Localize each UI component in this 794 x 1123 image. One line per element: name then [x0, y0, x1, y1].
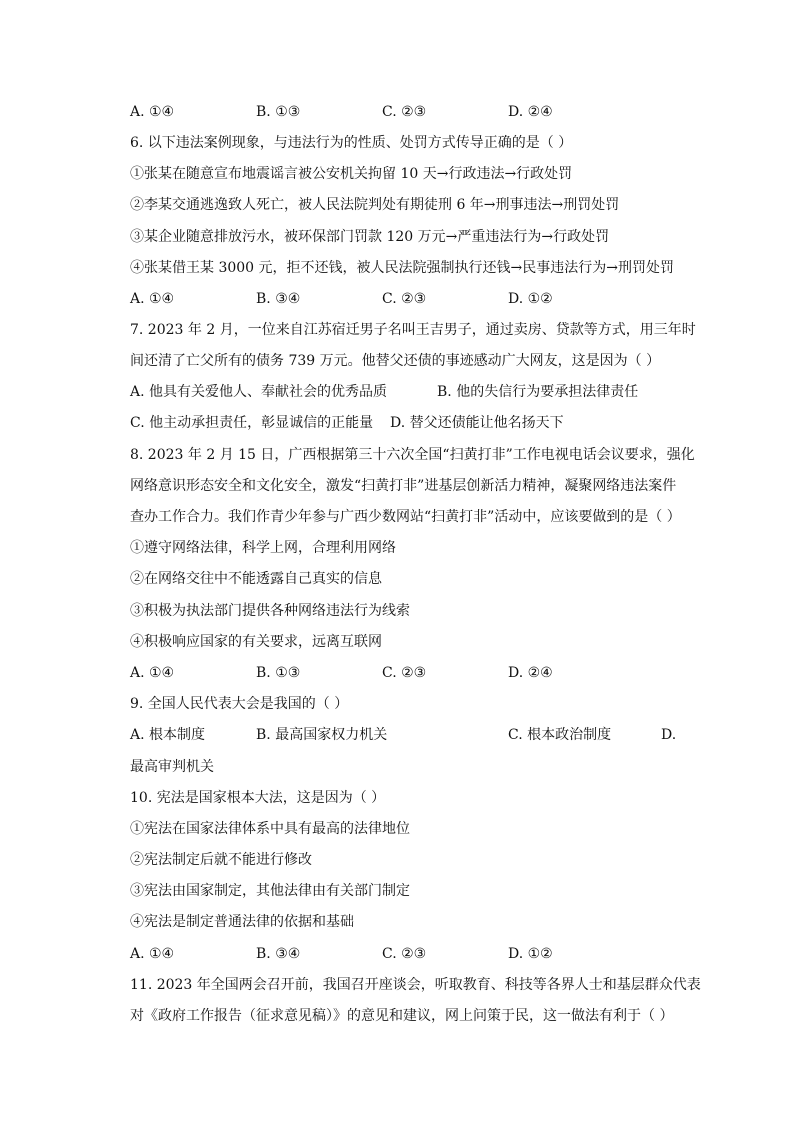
q8-item-3: ③积极为执法部门提供各种网络违法行为线索: [130, 603, 410, 619]
option-c: C. ②③: [382, 291, 427, 307]
q9-options: [130, 724, 690, 746]
option-b: B. ①③: [256, 104, 301, 120]
q8-item-1: ①遵守网络法律，科学上网，合理利用网络: [130, 540, 396, 556]
option-c: C. 他主动承担责任，彰显诚信的正能量: [130, 415, 374, 431]
option-a: A. ①④: [130, 104, 175, 120]
option-d: D. ①②: [508, 291, 553, 307]
q10-item-3: ③宪法由国家制定，其他法律由有关部门制定: [130, 883, 410, 899]
q10-stem: 10. 宪法是国家根本大法，这是因为（ ）: [130, 790, 386, 806]
q7-options-row-2: [130, 412, 690, 434]
q9-option-d-text: 最高审判机关: [130, 759, 214, 775]
option-a: A. ①④: [130, 946, 175, 962]
option-d: D. 替父还债能让他名扬天下: [390, 415, 564, 431]
q10-item-1: ①宪法在国家法律体系中具有最高的法律地位: [130, 821, 410, 837]
option-c: C. ②③: [382, 946, 427, 962]
option-c: C. 根本政治制度: [508, 727, 612, 743]
option-d: D. ②④: [508, 665, 553, 681]
option-d: D. ②④: [508, 104, 553, 120]
option-c: C. ②③: [382, 665, 427, 681]
option-a: A. ①④: [130, 665, 175, 681]
option-d: D. ①②: [508, 946, 553, 962]
option-b: B. 最高国家权力机关: [256, 727, 388, 743]
option-c: C. ②③: [382, 104, 427, 120]
q11-stem-2: 对《政府工作报告（征求意见稿）》的意见和建议，网上问策于民，这一做法有利于（ ）: [130, 1008, 674, 1024]
q7-options-row-1: [130, 381, 690, 403]
q10-options: [130, 943, 690, 965]
q8-stem-3: 查办工作合力。我们作青少年参与广西少数网站“扫黄打非”活动中，应该要做到的是（ ）: [130, 509, 681, 525]
q11-stem-1: 11. 2023 年全国两会召开前，我国召开座谈会，听取教育、科技等各界人士和基层群众代表: [130, 977, 701, 993]
q8-stem-2: 网络意识形态安全和文化安全，激发“扫黄打非”进基层创新活力精神，凝聚网络违法案件: [130, 478, 677, 494]
option-b: B. 他的失信行为要承担法律责任: [437, 384, 639, 400]
q6-item-1: ①张某在随意宣布地震谣言被公安机关拘留 10 天→行政违法→行政处罚: [130, 166, 573, 182]
option-d: D.: [661, 727, 677, 743]
q6-options: [130, 288, 690, 310]
option-b: B. ③④: [256, 946, 301, 962]
q9-stem: 9. 全国人民代表大会是我国的（ ）: [130, 696, 349, 712]
q5-options: [130, 101, 690, 123]
q7-stem-2: 间还清了亡父所有的债务 739 万元。他替父还债的事迹感动广大网友，这是因为（ ）: [130, 353, 661, 369]
option-a: A. 根本制度: [130, 727, 206, 743]
q6-item-4: ④张某借王某 3000 元，拒不还钱，被人民法院强制执行还钱→民事违法行为→刑罚处罚: [130, 260, 674, 276]
q8-item-4: ④积极响应国家的有关要求，远离互联网: [130, 634, 382, 650]
q6-item-2: ②李某交通逃逸致人死亡，被人民法院判处有期徒刑 6 年→刑事违法→刑罚处罚: [130, 197, 620, 213]
option-a: A. ①④: [130, 291, 175, 307]
q8-stem-1: 8. 2023 年 2 月 15 日，广西根据第三十六次全国“扫黄打非”工作电视电话会议要求，强化: [130, 447, 695, 463]
q7-stem-1: 7. 2023 年 2 月，一位来自江苏宿迁男子名叫王吉男子，通过卖房、贷款等方式，用三年时: [130, 322, 696, 338]
option-b: B. ③④: [256, 291, 301, 307]
q10-item-2: ②宪法制定后就不能进行修改: [130, 852, 312, 868]
q8-options: [130, 662, 690, 684]
q8-item-2: ②在网络交往中不能透露自己真实的信息: [130, 571, 382, 587]
q6-item-3: ③某企业随意排放污水，被环保部门罚款 120 万元→严重违法行为→行政处罚: [130, 229, 610, 245]
option-b: B. ①③: [256, 665, 301, 681]
option-a: A. 他具有关爱他人、奉献社会的优秀品质: [130, 384, 388, 400]
q10-item-4: ④宪法是制定普通法律的依据和基础: [130, 914, 354, 930]
q6-stem: 6. 以下违法案例现象，与违法行为的性质、处罚方式传导正确的是（ ）: [130, 135, 573, 151]
